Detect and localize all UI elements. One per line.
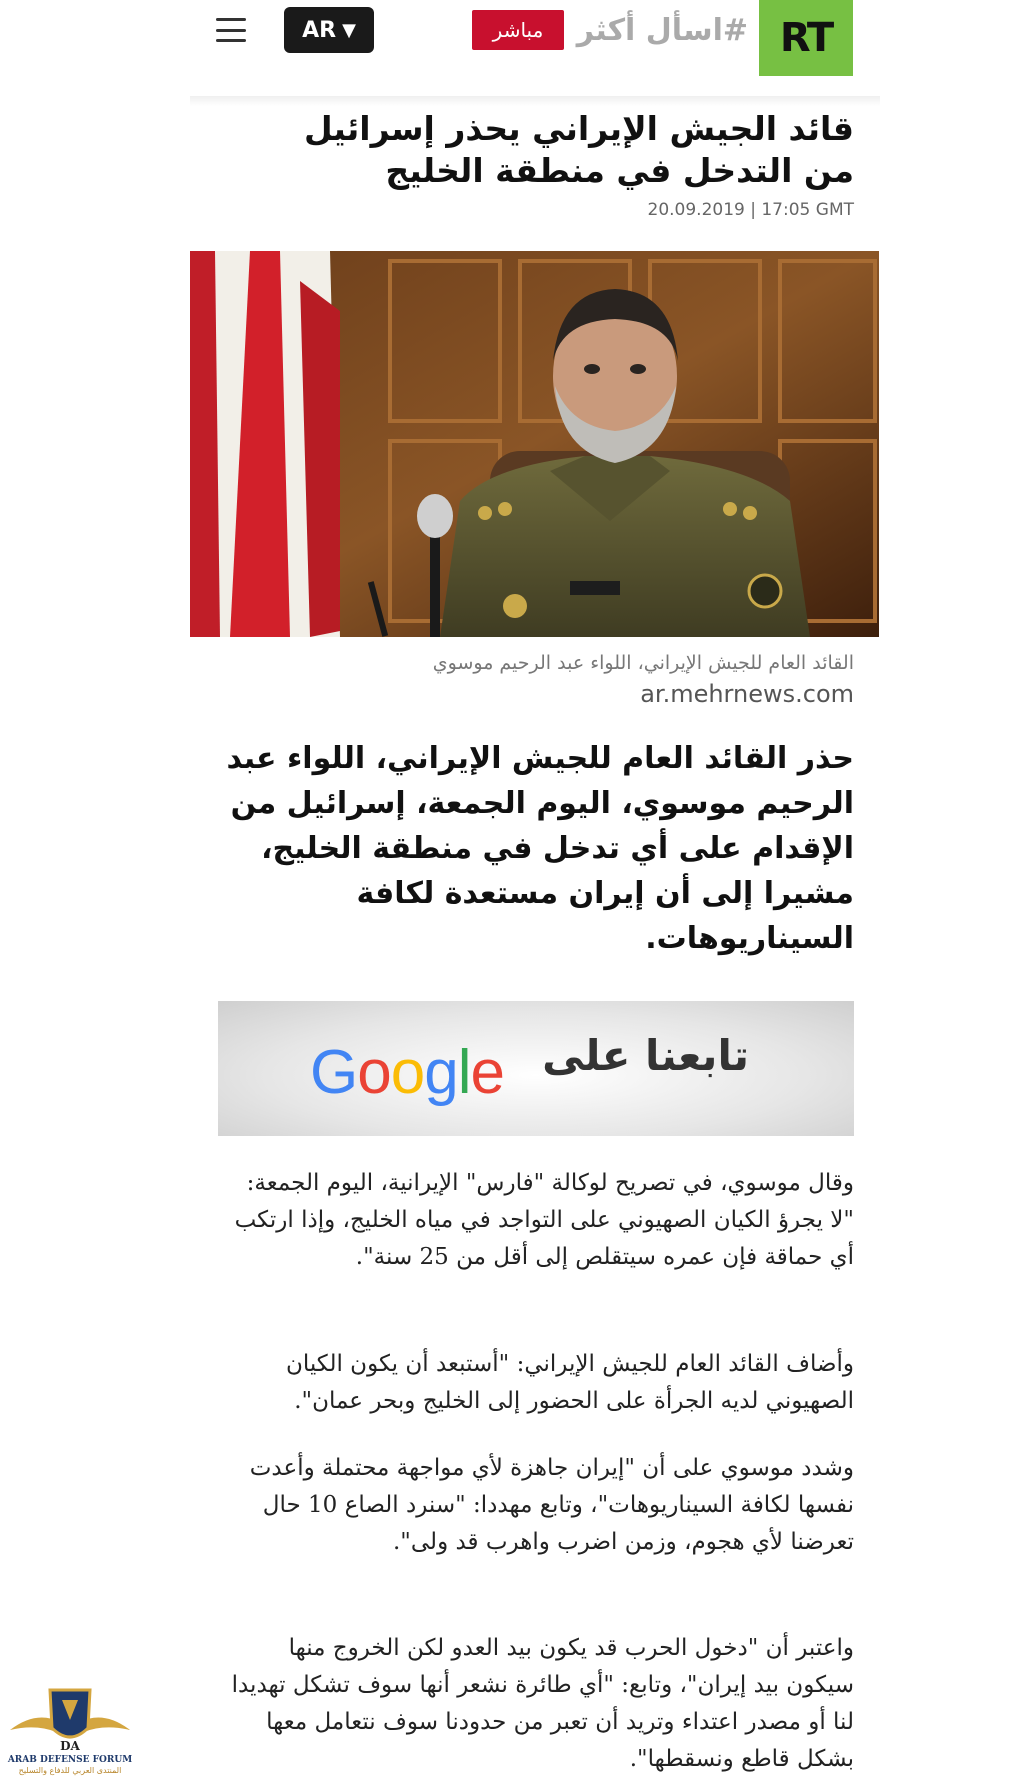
article-dateline: 20.09.2019 | 17:05 GMT [647,200,854,220]
arab-defense-forum-watermark [6,1670,134,1776]
watermark-initials: DA [60,1739,80,1753]
live-button[interactable]: مباشر [472,10,564,50]
article-paragraph: واعتبر أن "دخول الحرب قد يكون بيد العدو لكن الخروج منها سيكون بيد إيران"، وتابع: "أي طائرة نشعر أنها سوف تشكل تهديدا لنا أو مصدر اعتداء وتريد أن تعبر من حدودنا سوف نتعامل معها بشكل قاطع ونسقطها". [231,1635,854,1772]
language-selector[interactable] [284,7,374,53]
caret-down-icon: ▼ [342,19,356,41]
article-paragraph: وشدد موسوي على أن "إيران جاهزة لأي مواجهة محتملة وأعدت نفسها لكافة السيناريوهات"، وتابع مهددا: "سنرد الصاع 10 حال تعرضنا لأي هجوم، وزمن اضرب واهرب قد ولى". [249,1455,854,1555]
menu-icon[interactable] [216,18,246,42]
logo-text: RT [779,15,833,61]
article-headline: قائد الجيش الإيراني يحذر إسرائيل من التدخل في منطقة الخليج [303,109,854,190]
watermark-name-en: ARAB DEFENSE FORUM [7,1755,133,1765]
language-label: AR [302,17,337,43]
photo-source: ar.mehrnews.com [640,680,854,708]
google-logo: Google [310,1038,504,1107]
article-paragraph: وقال موسوي، في تصريح لوكالة "فارس" الإيرانية، اليوم الجمعة: "لا يجرؤ الكيان الصهيوني على التواجد في مياه الخليج، وإذا ارتكب أي حماقة فإن عمره سيتقلص إلى أقل من 25 سنة". [234,1170,854,1270]
site-header [0,0,1029,96]
rt-logo[interactable] [759,0,853,76]
article-lead: حذر القائد العام للجيش الإيراني، اللواء عبد الرحيم موسوي، اليوم الجمعة، إسرائيل من الإقدام على أي تدخل في منطقة الخليج، مشيرا إلى أن إيران مستعدة لكافة السيناريوهات. [226,741,854,956]
header-divider [190,96,880,106]
hashtag-link[interactable]: #اسأل أكثر [576,13,748,48]
photo-caption: القائد العام للجيش الإيراني، اللواء عبد الرحيم موسوي [432,652,854,674]
article-photo [190,251,879,637]
article-paragraph: وأضاف القائد العام للجيش الإيراني: "أستبعد أن يكون الكيان الصهيوني لديه الجرأة على الحضور إلى الخليج وبحر عمان". [285,1351,854,1414]
watermark-name-ar: المنتدى العربي للدفاع والتسليح [18,1766,122,1775]
follow-text: تابعنا على [542,1031,749,1080]
follow-google-banner[interactable] [218,1001,854,1136]
